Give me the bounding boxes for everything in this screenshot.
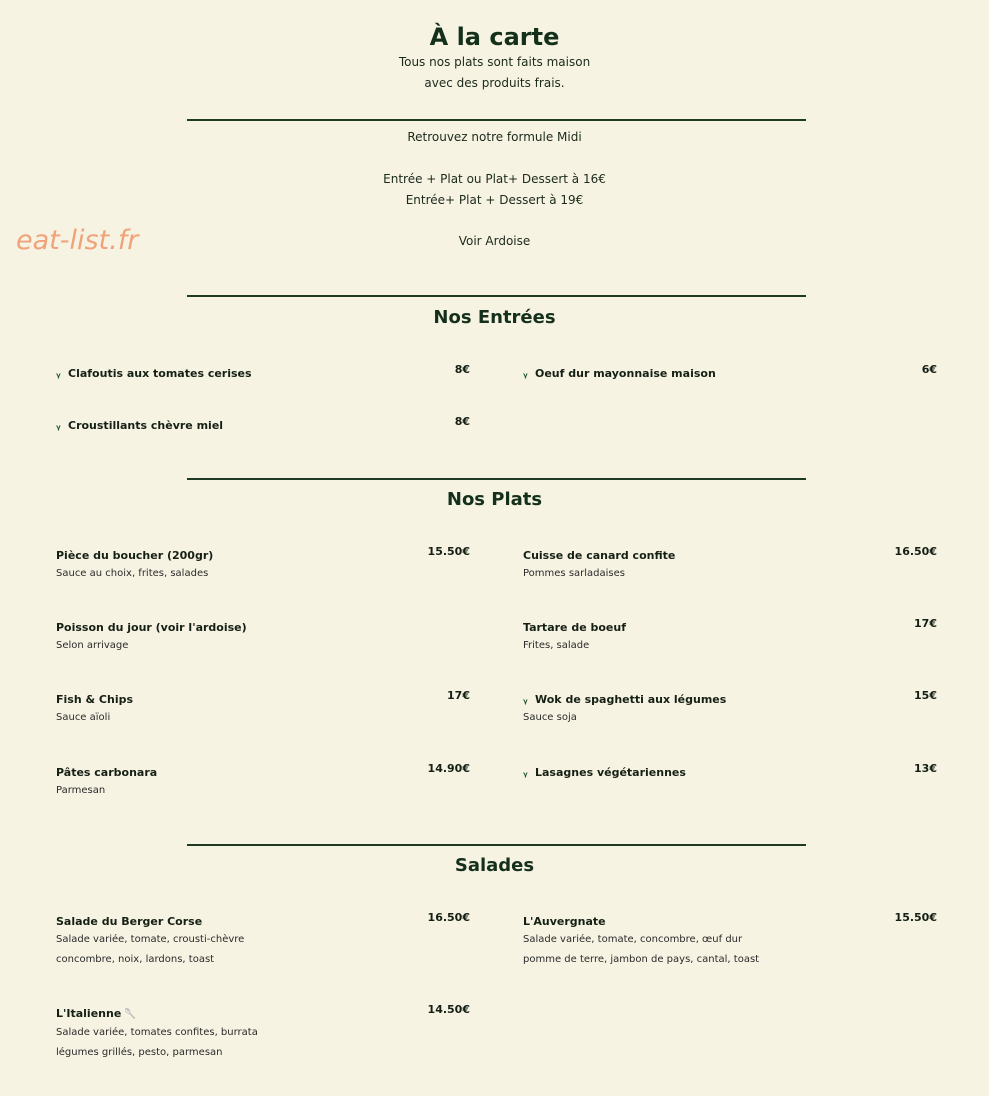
item-name: Salade du Berger Corse xyxy=(56,915,203,928)
veg-leaf-icon: ᵧ xyxy=(56,419,61,432)
item-price: 15€ xyxy=(914,689,937,702)
item-name: Lasagnes végétariennes xyxy=(535,766,686,779)
item-price: 15.50€ xyxy=(894,911,937,924)
menu-item xyxy=(523,545,937,584)
item-price: 15.50€ xyxy=(427,545,470,558)
item-description: Selon arrivage xyxy=(56,640,129,651)
menu-item xyxy=(523,363,937,382)
divider xyxy=(187,295,806,297)
item-name: L'Italienne xyxy=(56,1007,122,1020)
voir-ardoise-link[interactable]: Voir Ardoise xyxy=(458,234,531,248)
item-description: Salade variée, tomate, concombre, œuf dur xyxy=(523,934,743,945)
item-description: Sauce au choix, frites, salades xyxy=(56,568,209,579)
item-description: Pommes sarladaises xyxy=(523,568,625,579)
item-price: 8€ xyxy=(454,415,470,428)
spoon-icon: 🥄 xyxy=(124,1009,137,1020)
item-name: Tartare de boeuf xyxy=(523,621,627,634)
item-price: 16.50€ xyxy=(427,911,470,924)
menu-item xyxy=(56,1003,470,1063)
item-description: pomme de terre, jambon de pays, cantal, toast xyxy=(523,954,760,965)
menu-item xyxy=(56,415,470,434)
subtitle-line-1: Tous nos plats sont faits maison xyxy=(398,55,591,69)
item-price: 13€ xyxy=(914,762,937,775)
formule-text: Entrée+ Plat + Dessert à 19€ xyxy=(405,193,584,207)
divider xyxy=(187,119,806,121)
item-name: Poisson du jour (voir l'ardoise) xyxy=(56,621,247,634)
menu-item xyxy=(56,620,470,656)
item-description: Salade variée, tomates confites, burrata xyxy=(56,1027,258,1038)
watermark: eat-list.fr xyxy=(16,225,139,256)
menu-item xyxy=(523,911,937,970)
menu-item xyxy=(56,762,470,801)
veg-leaf-icon: ᵧ xyxy=(56,367,61,380)
item-description: Sauce soja xyxy=(523,712,577,723)
menu-item xyxy=(523,617,937,656)
menu-item xyxy=(56,363,470,382)
menu-item xyxy=(56,545,470,584)
item-description: Frites, salade xyxy=(523,640,590,651)
item-name: Fish & Chips xyxy=(56,693,134,706)
item-description: Salade variée, tomate, crousti-chèvre xyxy=(56,934,245,945)
menu-item xyxy=(56,689,470,728)
menu-item xyxy=(523,762,937,781)
item-name: Clafoutis aux tomates cerises xyxy=(68,367,252,380)
item-price: 17€ xyxy=(914,617,937,630)
divider xyxy=(187,478,806,480)
divider xyxy=(187,844,806,846)
page-title: À la carte xyxy=(429,23,560,51)
section-title-plats: Nos Plats xyxy=(446,489,543,510)
menu-header xyxy=(0,22,989,94)
item-name: Pâtes carbonara xyxy=(56,766,158,779)
item-price: 17€ xyxy=(447,689,470,702)
item-name: Wok de spaghetti aux légumes xyxy=(535,693,727,706)
item-description: concombre, noix, lardons, toast xyxy=(56,954,215,965)
veg-leaf-icon: ᵧ xyxy=(523,766,528,779)
section-title-entrees: Nos Entrées xyxy=(433,307,556,328)
item-name: Croustillants chèvre miel xyxy=(68,419,224,432)
item-description: Sauce aïoli xyxy=(56,712,111,723)
item-price: 14.90€ xyxy=(427,762,470,775)
item-price: 16.50€ xyxy=(894,545,937,558)
menu-item xyxy=(56,911,470,970)
veg-leaf-icon: ᵧ xyxy=(523,367,528,380)
item-price: 14.50€ xyxy=(427,1003,470,1016)
item-description: Parmesan xyxy=(56,785,106,796)
item-price: 8€ xyxy=(454,363,470,376)
item-price: 6€ xyxy=(921,363,937,376)
item-description: légumes grillés, pesto, parmesan xyxy=(56,1047,223,1058)
subtitle-line-2: avec des produits frais. xyxy=(424,76,565,90)
item-name: Pièce du boucher (200gr) xyxy=(56,549,214,562)
item-name: Oeuf dur mayonnaise maison xyxy=(535,367,716,380)
item-name: Cuisse de canard confite xyxy=(523,549,676,562)
veg-leaf-icon: ᵧ xyxy=(523,693,528,706)
formule-text: Retrouvez notre formule Midi xyxy=(407,130,582,144)
section-title-salades: Salades xyxy=(454,855,535,876)
formule-text: Entrée + Plat ou Plat+ Dessert à 16€ xyxy=(383,172,606,186)
item-name: L'Auvergnate xyxy=(523,915,606,928)
menu-item xyxy=(523,689,937,728)
